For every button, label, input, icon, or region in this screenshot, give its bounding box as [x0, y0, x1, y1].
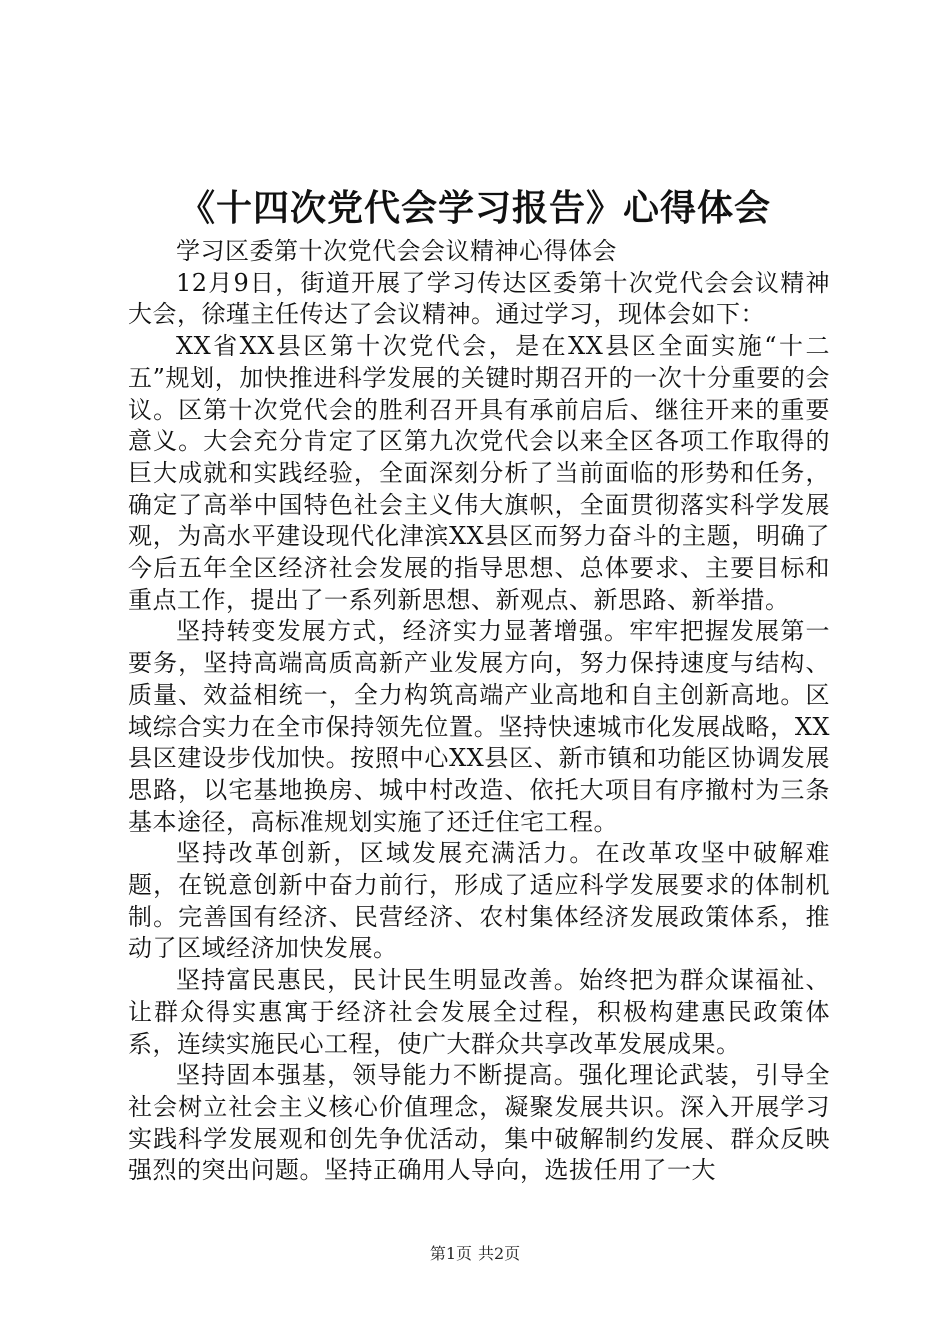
- page-footer: [0, 1244, 950, 1264]
- paragraph: 坚持转变发展方式，经济实力显著增强。牢牢把握发展第一要务，坚持高端高质高新产业发展方向，努力保持速度与结构、质量、效益相统一，全力构筑高端产业高地和自主创新高地。区域综合实力在全市保持领先位置。坚持快速城市化发展战略，XX县区建设步伐加快。按照中心XX县区、新市镇和功能区协调发展思路，以宅基地换房、城中村改造、依托大项目有序撤村为三条基本途径，高标准规划实施了还迁住宅工程。: [128, 617, 830, 836]
- paragraph: XX省XX县区第十次党代会，是在XX县区全面实施“十二五”规划，加快推进科学发展的关键时期召开的一次十分重要的会议。区第十次党代会的胜利召开具有承前启后、继往开来的重要意义。大会充分肯定了区第九次党代会以来全区各项工作取得的巨大成就和实践经验，全面深刻分析了当前面临的形势和任务，确定了高举中国特色社会主义伟大旗帜，全面贯彻落实科学发展观，为高水平建设现代化津滨XX县区而努力奋斗的主题，明确了今后五年全区经济社会发展的指导思想、总体要求、主要目标和重点工作，提出了一系列新思想、新观点、新思路、新举措。: [128, 332, 830, 614]
- paragraph: 12月9日，街道开展了学习传达区委第十次党代会会议精神大会，徐瑾主任传达了会议精神。通过学习，现体会如下：: [128, 268, 830, 329]
- page-number: 第1页: [429, 1244, 472, 1263]
- paragraph-subtitle: 学习区委第十次党代会会议精神心得体会: [176, 237, 617, 265]
- document-body: [128, 236, 830, 1187]
- page-total: 共2页: [478, 1244, 521, 1263]
- paragraph: 坚持富民惠民，民计民生明显改善。始终把为群众谋福祉、让群众得实惠寓于经济社会发展全过程，积极构建惠民政策体系，连续实施民心工程，使广大群众共享改革发展成果。: [128, 966, 830, 1058]
- paragraph: 坚持改革创新，区域发展充满活力。在改革攻坚中破解难题，在锐意创新中奋力前行，形成了适应科学发展要求的体制机制。完善国有经济、民营经济、农村集体经济发展政策体系，推动了区域经济加快发展。: [128, 839, 830, 963]
- paragraph: 坚持固本强基，领导能力不断提高。强化理论武装，引导全社会树立社会主义核心价值理念，凝聚发展共识。深入开展学习实践科学发展观和创先争优活动，集中破解制约发展、群众反映强烈的突出问题。坚持正确用人导向，选拔任用了一大: [128, 1061, 830, 1185]
- document-title: 《十四次党代会学习报告》心得体会: [178, 187, 771, 229]
